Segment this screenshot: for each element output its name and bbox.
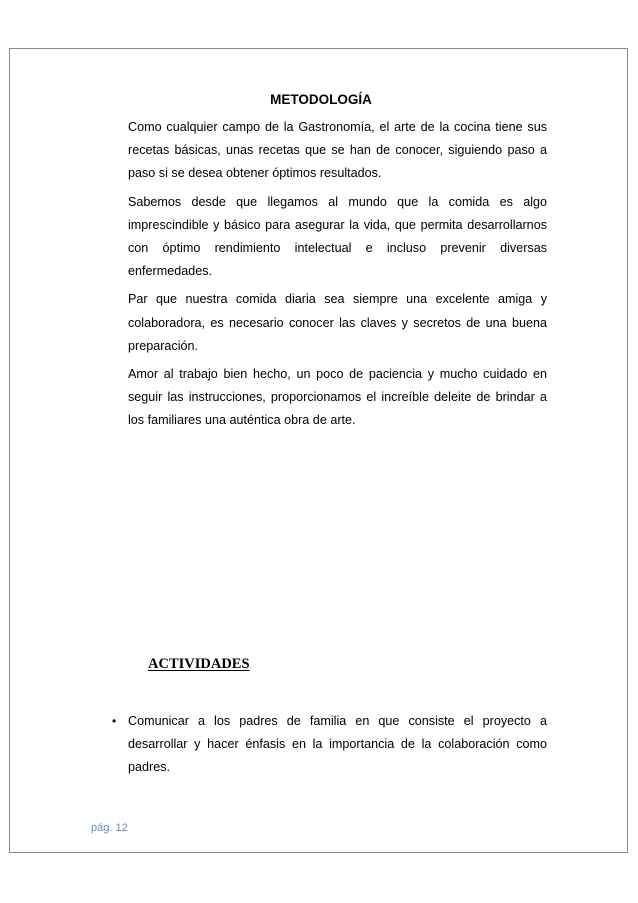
activities-list [112,710,547,780]
activities-heading: ACTIVIDADES [148,656,250,672]
methodology-body [128,116,547,438]
bullet-icon: • [112,714,117,728]
paragraph: Sabemos desde que llegamos al mundo que la comida es algo imprescindible y básico para asegurar la vida, que permita desarrollarnos con óptimo rendimiento intelectual e incluso prevenir diversas enfermedades. [128,194,547,279]
list-item [112,710,547,780]
paragraph: Amor al trabajo bien hecho, un poco de paciencia y mucho cuidado en seguir las instrucciones, proporcionamos el increíble deleite de brindar a los familiares una auténtica obra de arte. [128,367,547,428]
list-item-text: Comunicar a los padres de familia en que consiste el proyecto a desarrollar y hacer énfasis en la importancia de la colaboración como padres. [128,714,547,775]
paragraph: Como cualquier campo de la Gastronomía, el arte de la cocina tiene sus recetas básicas, unas recetas que se han de conocer, siguiendo paso a paso si se desea obtener óptimos resultados. [128,120,547,181]
paragraph: Par que nuestra comida diaria sea siempre una excelente amiga y colaboradora, es necesario conocer las claves y secretos de una buena preparación. [128,292,547,353]
page-title: METODOLOGÍA [270,92,372,107]
page-number: pág. 12 [91,822,128,834]
